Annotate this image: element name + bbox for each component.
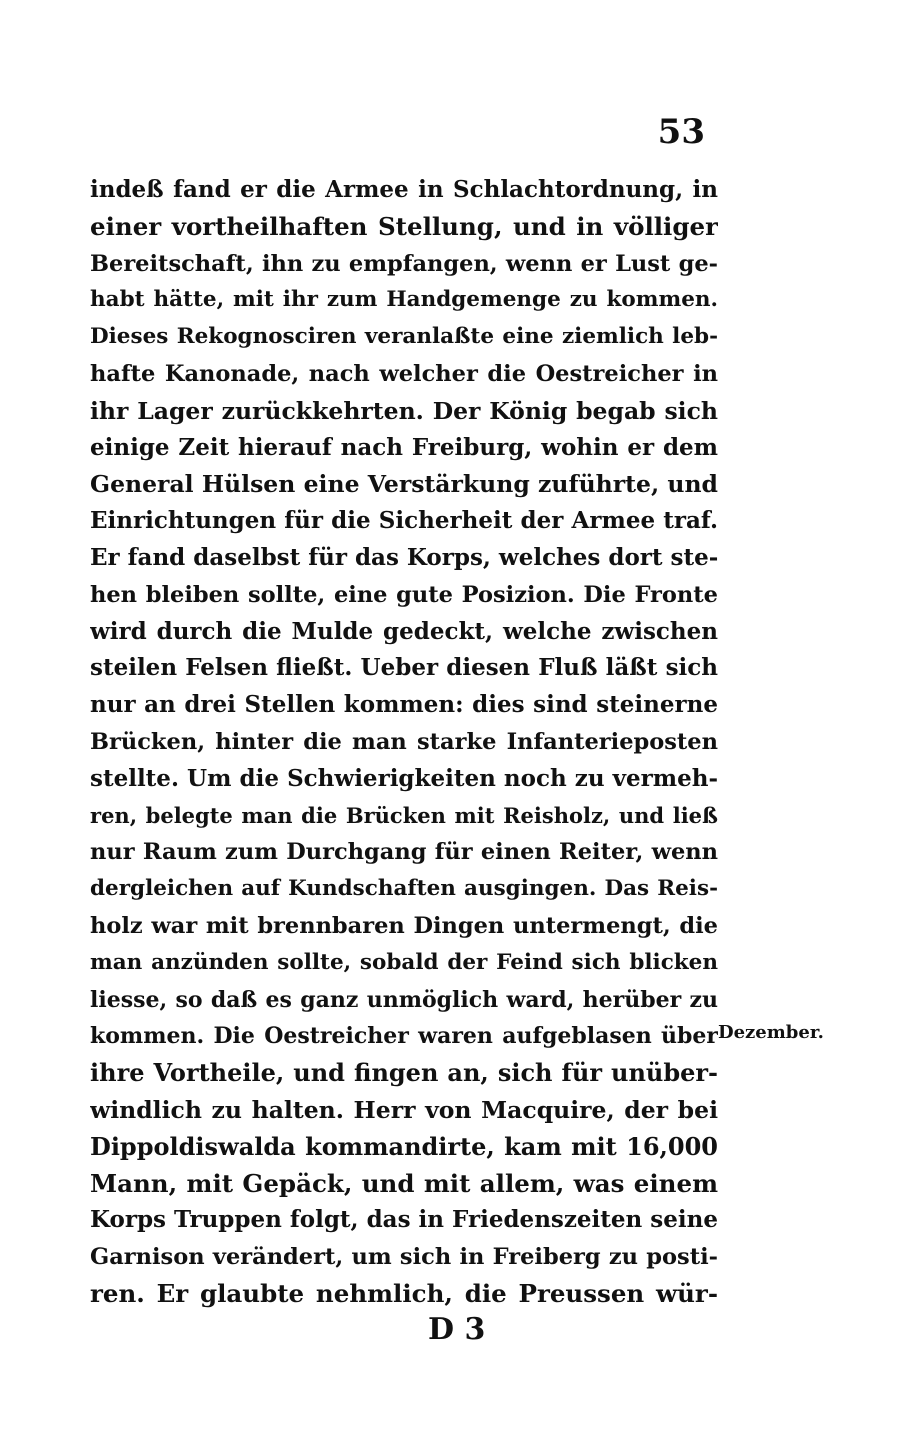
text-line: dergleichen auf Kundschaften ausgingen. Das Reis- [90, 876, 718, 902]
text-line: einer vortheilhaften Stellung, und in völliger [90, 211, 718, 241]
text-line: indeß fand er die Armee in Schlachtordnung, in [90, 176, 718, 203]
text-line: Mann, mit Gepäck, und mit allem, was einem [90, 1168, 718, 1198]
text-line: hafte Kanonade, nach welcher die Oestreicher in [90, 360, 718, 387]
text-line: liesse, so daß es ganz unmöglich ward, herüber zu [90, 986, 718, 1013]
text-line: Bereitschaft, ihn zu empfangen, wenn er Lust ge- [90, 250, 718, 277]
text-line: einige Zeit hierauf nach Freiburg, wohin er dem [90, 433, 718, 461]
text-line: Garnison verändert, um sich in Freiberg zu posti- [90, 1244, 718, 1271]
text-line: Korps Truppen folgt, das in Friedenszeiten seine [90, 1206, 718, 1234]
text-line: Einrichtungen für die Sicherheit der Armee traf. [90, 507, 718, 535]
text-line: habt hätte, mit ihr zum Handgemenge zu kommen. [90, 287, 718, 313]
signature-mark: D 3 [428, 1312, 486, 1347]
text-line: nur Raum zum Durchgang für einen Reiter, wenn [90, 839, 718, 866]
text-line: ihr Lager zurückkehrten. Der König begab sich [90, 396, 718, 425]
text-line: Dieses Rekognosciren veranlaßte eine ziemlich leb- [90, 324, 718, 350]
text-line: Dippoldiswalda kommandirte, kam mit 16,000 [90, 1131, 718, 1161]
text-line: General Hülsen eine Verstärkung zuführte, und [90, 470, 718, 499]
text-line: kommen. Die Oestreicher waren aufgeblasen über [90, 1023, 718, 1050]
text-line: wird durch die Mulde gedeckt, welche zwischen [90, 617, 718, 645]
text-line: hen bleiben sollte, eine gute Posizion. Die Fronte [90, 581, 718, 608]
text-line: holz war mit brennbaren Dingen untermengt, die [90, 912, 718, 939]
text-line: steilen Felsen fließt. Ueber diesen Fluß läßt sich [90, 654, 718, 682]
text-line: man anzünden sollte, sobald der Feind sich blicken [90, 949, 718, 975]
text-line: windlich zu halten. Herr von Macquire, der bei [90, 1095, 718, 1124]
margin-note: Dezember. [718, 1022, 824, 1043]
text-line: ren, belegte man die Brücken mit Reisholz, und ließ [90, 802, 718, 828]
page-number: 53 [657, 112, 705, 152]
text-line: Brücken, hinter die man starke Infanterieposten [90, 728, 718, 755]
text-line: stellte. Um die Schwierigkeiten noch zu vermeh- [90, 764, 718, 792]
text-line: ren. Er glaubte nehmlich, die Preussen wür- [90, 1278, 718, 1308]
body-text [90, 172, 718, 1313]
text-line: nur an drei Stellen kommen: dies sind steinerne [90, 691, 718, 719]
text-line: Er fand daselbst für das Korps, welches dort ste- [90, 543, 718, 571]
text-line: ihre Vortheile, und fingen an, sich für unüber- [90, 1058, 718, 1088]
